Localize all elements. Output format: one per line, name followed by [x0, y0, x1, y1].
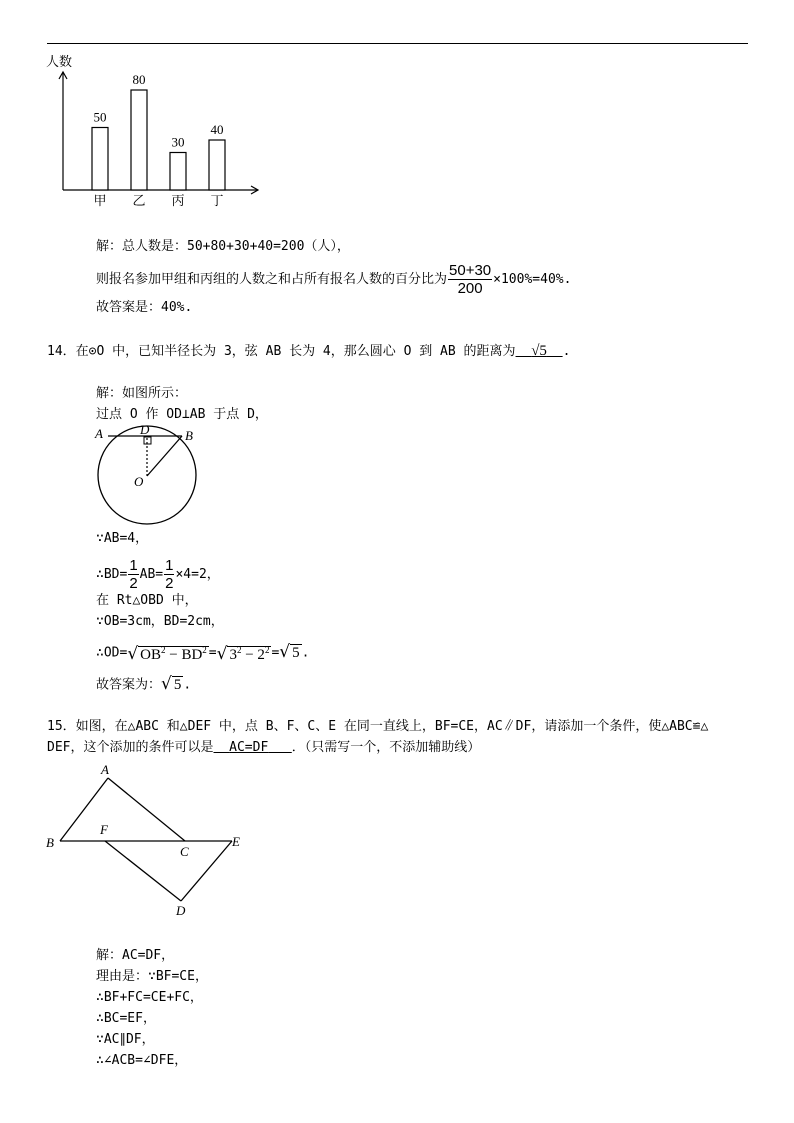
q15-triangle-diagram — [40, 760, 260, 920]
q14-sqrt2-exp-a: 2 — [236, 645, 242, 655]
q14-answer: 故答案为：√ 5 . — [96, 674, 192, 694]
q15-question-line2 — [47, 739, 480, 757]
q14-sqrt2-exp-b: 2 — [264, 645, 270, 655]
label-d: D — [176, 903, 186, 918]
q15-step6: ∴∠ACB=∠DFE， — [96, 1053, 188, 1068]
q13-ratio-text: 则报名参加甲组和丙组的人数之和占所有报名人数的百分比为 — [96, 272, 448, 287]
q14-question-text: 14．在⊙O 中，已知半径长为 3，弦 AB 长为 4，那么圆心 O 到 AB 的距离为 — [47, 344, 516, 359]
q14-sqrt2-a: 3 — [229, 647, 237, 663]
q14-sqrt-2: √ $3^2 - 2^2$ — [216, 644, 270, 664]
q14-half-1-den: 2 — [129, 575, 138, 592]
q14-step5-result: 5 — [292, 645, 300, 661]
q14-step2-pre: ∴BD= — [96, 567, 128, 582]
q14-answer-sqrt: √ 5 — [161, 674, 182, 694]
q14-sqrt2-b: − 2 — [241, 647, 265, 663]
q15-answer-value: AC=DF — [229, 740, 269, 755]
q14-half-2-den: 2 — [165, 575, 174, 592]
q13-solution-line1: 解：总人数是：50+80+30+40=200（人）， — [96, 239, 350, 254]
q15-question-pre: DEF，这个添加的条件可以是 — [47, 740, 214, 755]
q13-answer: 故答案是：40%. — [96, 300, 193, 315]
segment-ob — [147, 436, 182, 476]
q14-step5-pre: ∴OD= — [96, 645, 128, 661]
q14-step2-tail: ×4=2， — [175, 567, 220, 582]
q14-half-1 — [128, 557, 138, 592]
q14-sqrt-3: √ 5 — [279, 642, 300, 662]
q14-half-2 — [164, 557, 174, 592]
header-rule — [47, 43, 748, 44]
q14-question: 14．在⊙O 中，已知半径长为 3，弦 AB 长为 4，那么圆心 O 到 AB 的距离为 √5 . — [47, 343, 571, 359]
q14-answer-value: √5 — [531, 343, 547, 359]
segment-fd — [105, 841, 181, 901]
q13-fraction-num: 50+30 — [449, 262, 492, 279]
q15-question-post: ．（只需写一个，不添加辅助线） — [291, 740, 481, 755]
q14-step2 — [96, 557, 220, 592]
data-label-乙: 80 — [132, 72, 146, 87]
q14-answer-pre: 故答案为： — [96, 677, 162, 693]
label-e: E — [232, 834, 240, 849]
q15-step4: ∴BC=EF， — [96, 1011, 156, 1026]
q14-sqrt1-a: OB — [140, 647, 161, 663]
category-label-甲: 甲 — [93, 193, 107, 208]
data-label-甲: 50 — [93, 109, 107, 125]
q15-step1: 解：AC=DF， — [96, 948, 175, 963]
bar-chart — [40, 50, 270, 210]
category-label-丙: 丙 — [171, 193, 185, 208]
q14-step3: 在 Rt△OBD 中， — [96, 593, 198, 608]
q14-sqrt-1: √ $OB^2 - BD^2$ — [127, 644, 207, 664]
q14-circle-diagram — [90, 424, 210, 529]
label-f: F — [100, 822, 108, 837]
q14-step5-eq2: = — [271, 645, 280, 661]
q14-sqrt1-exp-a: 2 — [161, 645, 166, 655]
q14-step5-eq1: = — [208, 645, 217, 661]
q14-solution-line1: 解：如图所示： — [96, 386, 188, 401]
q13-ratio-tail: ×100%=40%. — [493, 272, 572, 287]
bar-乙 — [131, 90, 147, 190]
category-label-乙: 乙 — [132, 193, 146, 208]
q15-answer-blank — [213, 740, 291, 755]
q13-solution-line2 — [96, 262, 571, 297]
label-d: D — [140, 424, 150, 437]
bar-丁 — [209, 140, 225, 190]
data-label-丁: 40 — [210, 122, 224, 137]
category-label-丁: 丁 — [210, 193, 224, 208]
bar-甲 — [92, 128, 108, 191]
label-b: B — [185, 428, 193, 443]
q14-answer-result: 5 — [173, 677, 182, 693]
y-axis-label: 人数 — [46, 54, 73, 69]
q14-step4: ∵OB=3cm，BD=2cm， — [96, 614, 224, 629]
q13-fraction-den: 200 — [457, 280, 483, 297]
q14-half-2-num: 1 — [165, 557, 174, 574]
q14-answer-blank — [516, 344, 563, 359]
bar-丙 — [170, 153, 186, 191]
q14-step1: ∵AB=4， — [96, 531, 149, 546]
label-c: C — [180, 844, 189, 859]
label-a: A — [95, 426, 103, 441]
q14-solution-line2: 过点 O 作 OD⊥AB 于点 D， — [96, 407, 268, 422]
q13-fraction — [448, 262, 492, 297]
q14-step5: ∴OD=√ $OB^2 - BD^2$ =√ $3^2 - 2^2$ =√ 5 . — [96, 642, 310, 664]
data-label-丙: 30 — [171, 134, 185, 150]
q14-sqrt1-exp-b: 2 — [202, 645, 207, 655]
q15-step5: ∵AC∥DF， — [96, 1032, 155, 1047]
label-b: B — [46, 835, 54, 850]
label-o: O — [134, 474, 144, 489]
q15-step3: ∴BF+FC=CE+FC， — [96, 990, 203, 1005]
segment-ac — [108, 778, 185, 841]
label-a: A — [101, 762, 109, 777]
q15-question-line1: 15．如图，在△ABC 和△DEF 中，点 B、F、C、E 在同一直线上，BF=CE，AC∥DF，请添加一个条件，使△ABC≌△ — [47, 719, 709, 734]
q15-step2: 理由是：∵BF=CE， — [96, 969, 208, 984]
q14-half-1-num: 1 — [129, 557, 138, 574]
q14-step2-mid: AB= — [139, 567, 164, 582]
q14-sqrt1-b: − BD — [165, 647, 203, 663]
